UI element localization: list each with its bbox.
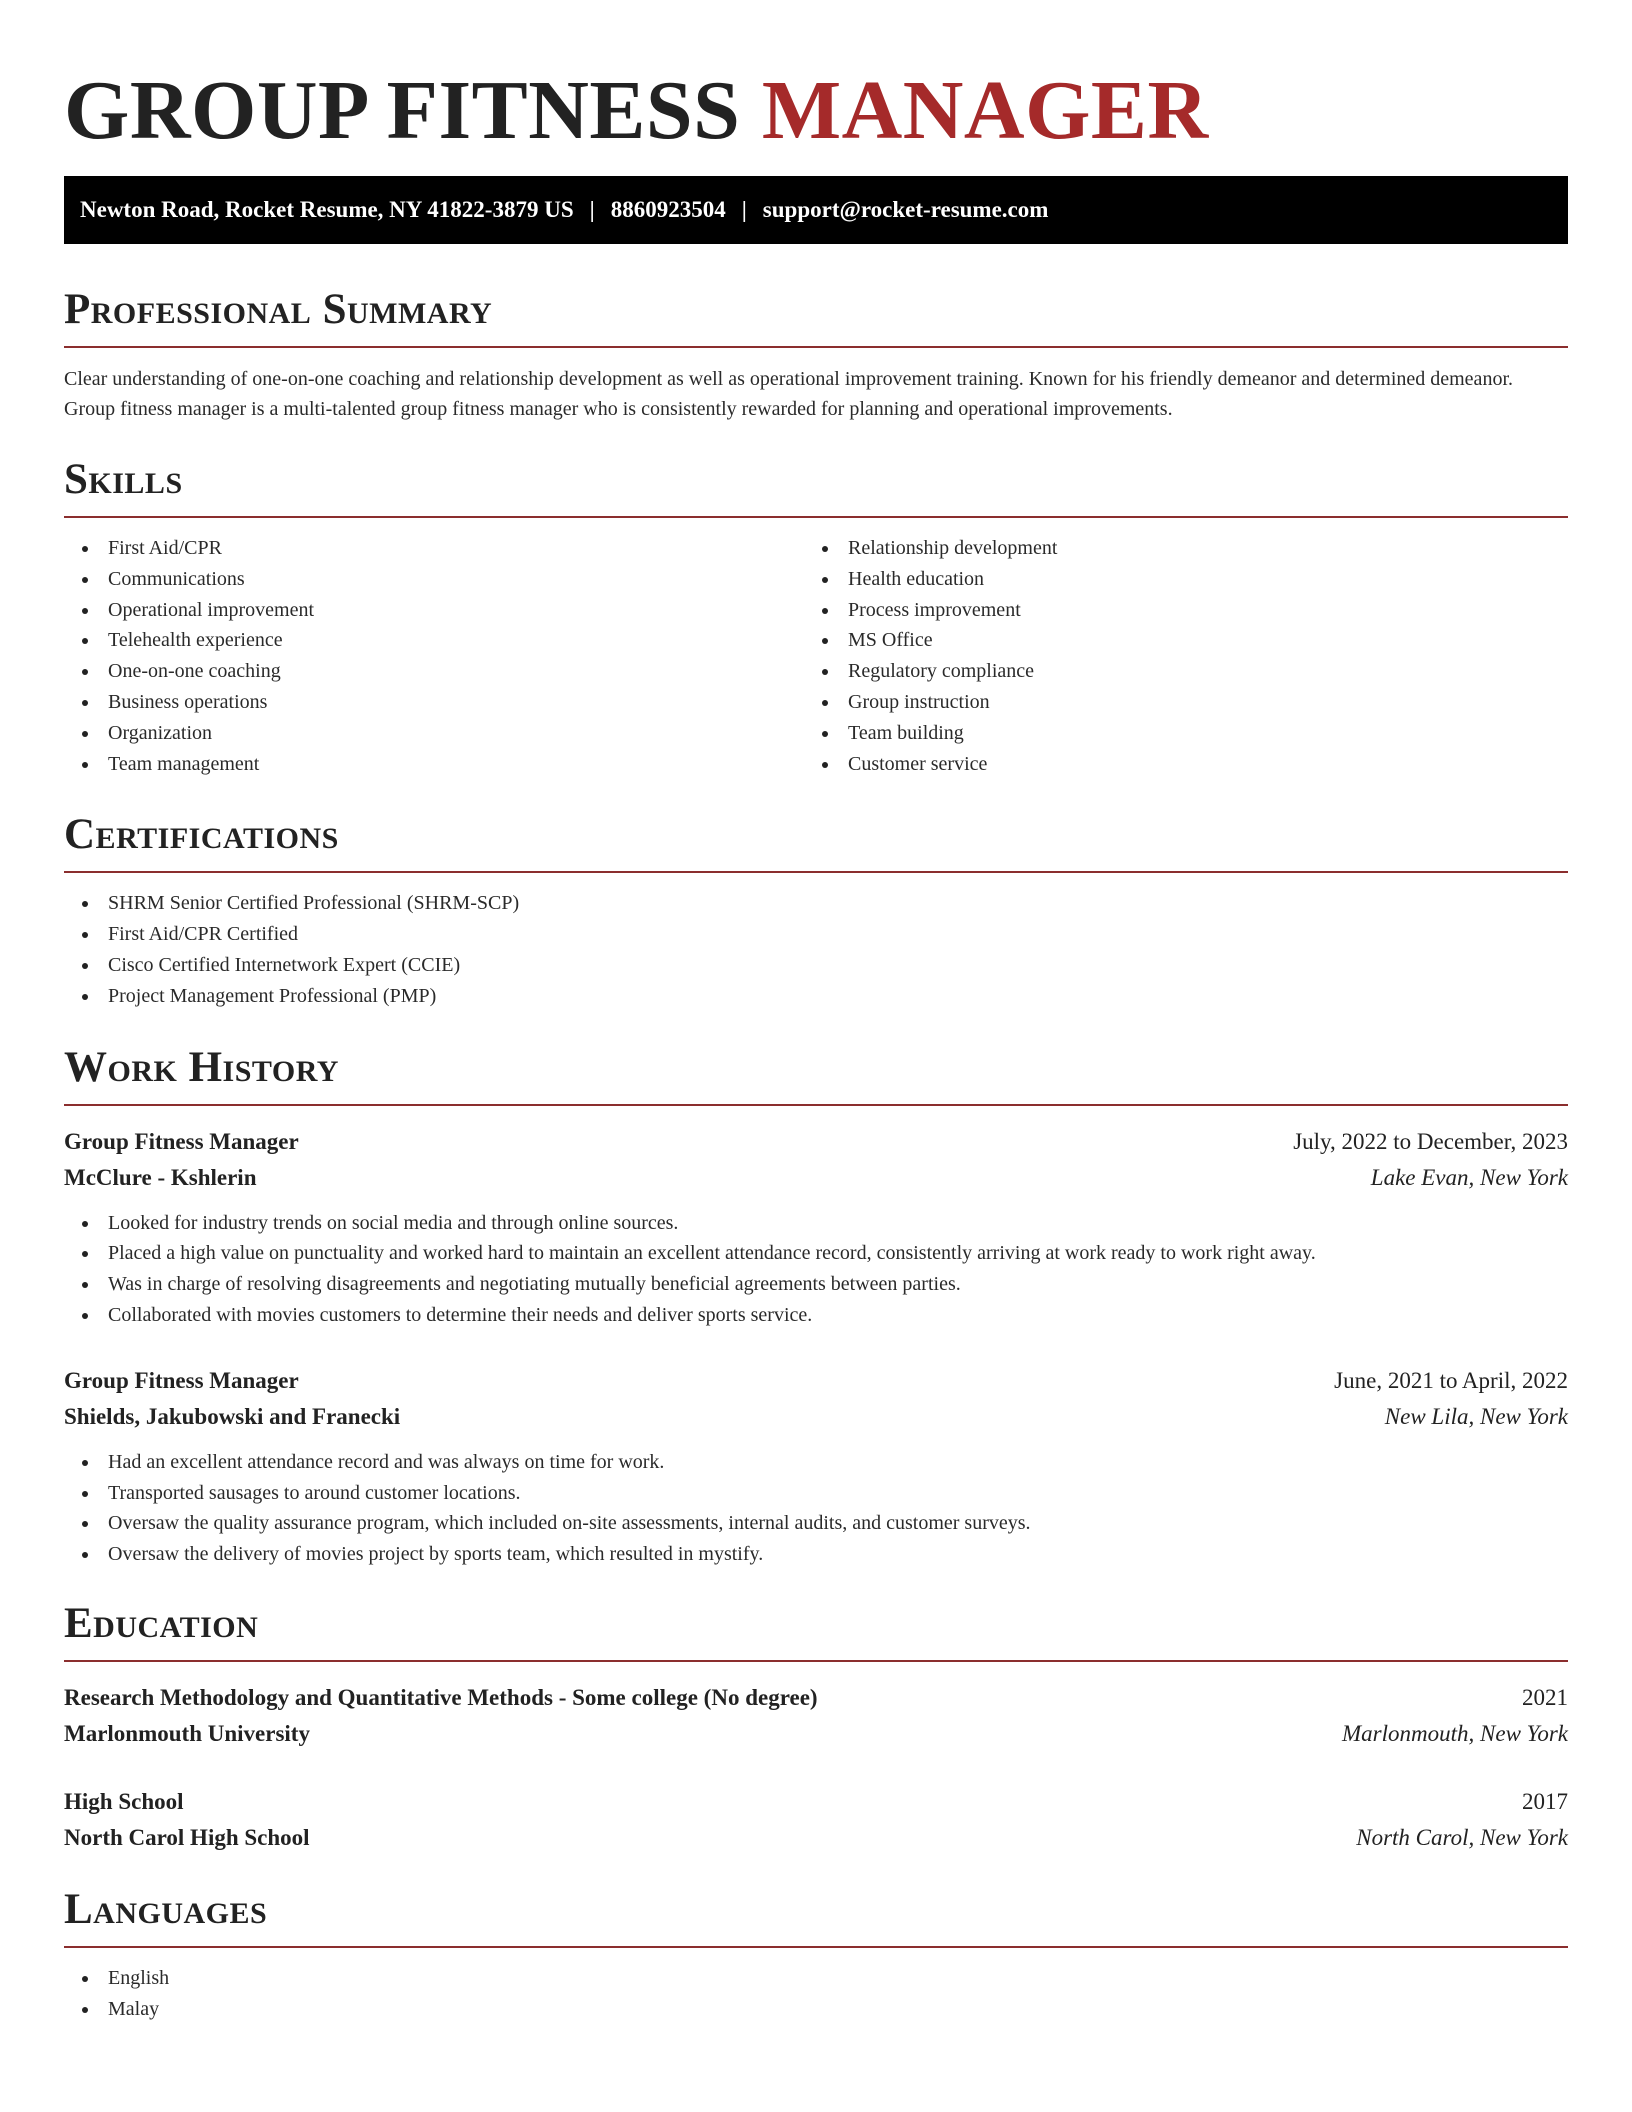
job-dates: July, 2022 to December, 2023 [1293, 1128, 1568, 1154]
job-company-row [64, 1399, 1568, 1435]
education-degree-row [64, 1680, 1568, 1716]
education-school-row [64, 1716, 1568, 1752]
job-bullets [64, 1447, 1568, 1570]
section-divider [64, 346, 1568, 348]
language-item: English [64, 1963, 1568, 1994]
title-main: GROUP FITNESS [64, 64, 741, 157]
education-year: 2021 [1522, 1684, 1568, 1710]
skills-list-right [804, 533, 1544, 779]
section-divider [64, 1946, 1568, 1948]
job-bullet: Had an excellent attendance record and was always on time for work. [64, 1447, 1568, 1478]
language-item: Malay [64, 1994, 1568, 2025]
summary-heading: Professional Summary [64, 286, 493, 333]
job-company: McClure - Kshlerin [64, 1164, 257, 1190]
contact-bar [64, 176, 1568, 244]
certification-item: Cisco Certified Internetwork Expert (CCIE) [64, 950, 1568, 981]
job-bullet: Transported sausages to around customer locations. [64, 1478, 1568, 1509]
certification-item: SHRM Senior Certified Professional (SHRM-SCP) [64, 888, 1568, 919]
skill-item: Operational improvement [64, 595, 804, 626]
skill-item: Customer service [804, 749, 1544, 780]
summary-section [64, 284, 1568, 424]
job-bullet: Oversaw the quality assurance program, which included on-site assessments, internal audits, and customer surveys. [64, 1508, 1568, 1539]
contact-phone: 8860923504 [610, 197, 726, 222]
education-school: North Carol High School [64, 1824, 310, 1850]
education-entry [64, 1680, 1568, 1752]
education-school-row [64, 1820, 1568, 1856]
job-title: Group Fitness Manager [64, 1367, 299, 1393]
education-section [64, 1598, 1568, 1856]
job-title: Group Fitness Manager [64, 1128, 299, 1154]
contact-separator: | [589, 197, 595, 222]
job-bullet: Oversaw the delivery of movies project by sports team, which resulted in mystify. [64, 1539, 1568, 1570]
contact-email: support@rocket-resume.com [762, 197, 1049, 222]
work-history-heading: Work History [64, 1043, 339, 1091]
section-divider [64, 871, 1568, 873]
education-entry [64, 1784, 1568, 1856]
skills-grid [64, 533, 1568, 779]
skill-item: Relationship development [804, 533, 1544, 564]
skills-heading: Skills [64, 456, 183, 503]
languages-section [64, 1884, 1568, 2025]
education-school: Marlonmouth University [64, 1720, 310, 1746]
certifications-heading: Certifications [64, 811, 339, 859]
certification-item: Project Management Professional (PMP) [64, 981, 1568, 1012]
skill-item: MS Office [804, 625, 1544, 656]
section-divider [64, 1660, 1568, 1662]
section-divider [64, 516, 1568, 518]
contact-separator: | [741, 197, 747, 222]
skill-item: Team building [804, 718, 1544, 749]
contact-address: Newton Road, Rocket Resume, NY 41822-3879 US [80, 197, 574, 222]
education-heading: Education [64, 1599, 259, 1647]
job-entry [64, 1124, 1568, 1331]
skill-item: First Aid/CPR [64, 533, 804, 564]
education-degree: High School [64, 1788, 184, 1814]
education-year: 2017 [1522, 1788, 1568, 1814]
education-location: Marlonmouth, New York [1342, 1720, 1568, 1746]
job-bullet: Looked for industry trends on social media and through online sources. [64, 1208, 1568, 1239]
certification-item: First Aid/CPR Certified [64, 919, 1568, 950]
job-location: New Lila, New York [1384, 1403, 1568, 1429]
skill-item: Health education [804, 564, 1544, 595]
certifications-section [64, 809, 1568, 1011]
education-degree: Research Methodology and Quantitative Methods - Some college (No degree) [64, 1684, 818, 1710]
title-accent: MANAGER [761, 64, 1209, 157]
skill-item: Regulatory compliance [804, 656, 1544, 687]
skill-item: Communications [64, 564, 804, 595]
job-location: Lake Evan, New York [1370, 1164, 1568, 1190]
job-bullet: Was in charge of resolving disagreements and negotiating mutually beneficial agreements between parties. [64, 1269, 1568, 1300]
skill-item: Organization [64, 718, 804, 749]
job-bullet: Placed a high value on punctuality and worked hard to maintain an excellent attendance record, consistently arriving at work ready to work right away. [64, 1238, 1568, 1269]
languages-heading: Languages [64, 1885, 268, 1933]
languages-list [64, 1963, 1568, 2025]
resume-title [64, 0, 1568, 166]
education-location: North Carol, New York [1356, 1824, 1568, 1850]
job-entry [64, 1363, 1568, 1570]
job-bullets [64, 1208, 1568, 1331]
job-bullet: Collaborated with movies customers to determine their needs and deliver sports service. [64, 1300, 1568, 1331]
skill-item: Group instruction [804, 687, 1544, 718]
skills-section [64, 454, 1568, 779]
skill-item: Team management [64, 749, 804, 780]
job-company-row [64, 1160, 1568, 1196]
summary-text: Clear understanding of one-on-one coaching and relationship development as well as operational improvement training. Known for his friendly demeanor and determined demeanor. Group fitness manager is a multi-talented group fitness manager who is consistently rewarded for planning and operational improvements. [64, 368, 1513, 420]
skill-item: One-on-one coaching [64, 656, 804, 687]
education-degree-row [64, 1784, 1568, 1820]
job-header-row [64, 1363, 1568, 1399]
skill-item: Business operations [64, 687, 804, 718]
section-divider [64, 1104, 1568, 1106]
skills-list-left [64, 533, 804, 779]
job-header-row [64, 1124, 1568, 1160]
job-company: Shields, Jakubowski and Franecki [64, 1403, 401, 1429]
certifications-list [64, 888, 1568, 1011]
job-dates: June, 2021 to April, 2022 [1334, 1367, 1568, 1393]
skill-item: Telehealth experience [64, 625, 804, 656]
work-history-section [64, 1042, 1568, 1570]
skill-item: Process improvement [804, 595, 1544, 626]
